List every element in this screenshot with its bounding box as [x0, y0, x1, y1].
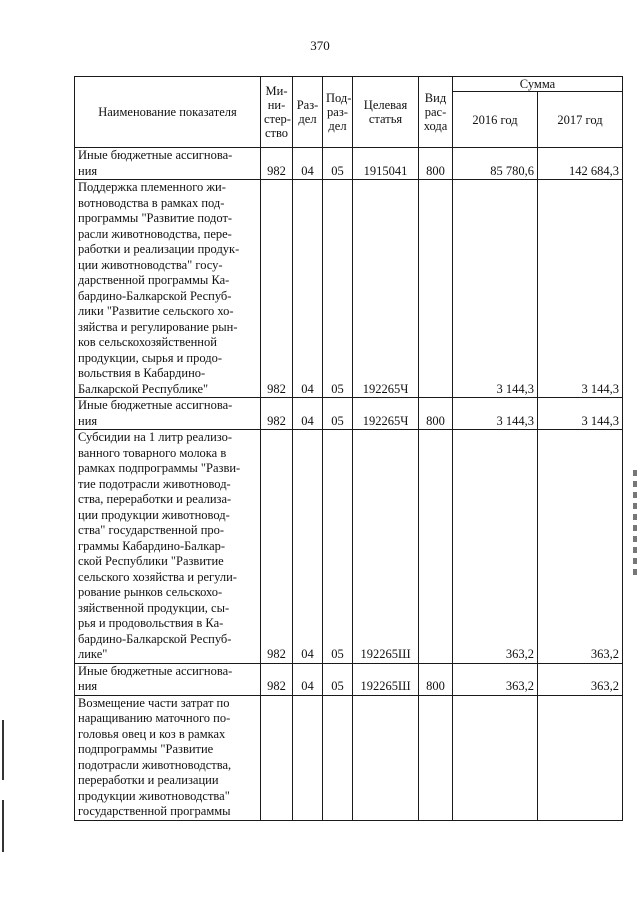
table-row [75, 180, 623, 398]
row-target: 192265Ч [353, 180, 419, 398]
row-expense-type: 800 [419, 148, 453, 180]
row-name: Поддержка племенного жи- вотноводства в рамках под- программы "Развитие подот- расли животноводства, пере- работки и реализации продук- ции животноводства" госу- дарственной программы Ка- бардино-Балкарской Респуб- лики "Развитие сельского хо- зяйства и регулирование рын- ков сельскохозяйственной продукции, сырья и продо- вольствия в Кабардино- Балкарской Республике" [75, 180, 261, 398]
header-expense-type: Вид рас- хода [419, 77, 453, 148]
budget-table [74, 76, 623, 821]
row-ministry: 982 [261, 430, 293, 664]
row-subsection: 05 [323, 148, 353, 180]
row-section: 04 [293, 663, 323, 695]
row-expense-type [419, 180, 453, 398]
scan-edge-mark [2, 800, 4, 852]
table-header [75, 77, 623, 148]
row-sum-2016: 363,2 [453, 430, 538, 664]
header-ministry: Ми- ни- стер- ство [261, 77, 293, 148]
header-subsection: Под- раз- дел [323, 77, 353, 148]
row-sum-2017: 142 684,3 [538, 148, 623, 180]
row-sum-2016: 85 780,6 [453, 148, 538, 180]
row-section: 04 [293, 430, 323, 664]
row-target: 1915041 [353, 148, 419, 180]
table-row [75, 148, 623, 180]
row-sum-2016: 3 144,3 [453, 180, 538, 398]
row-subsection: 05 [323, 430, 353, 664]
row-ministry: 982 [261, 663, 293, 695]
row-subsection: 05 [323, 398, 353, 430]
table-row [75, 663, 623, 695]
row-name: Иные бюджетные ассигнова- ния [75, 663, 261, 695]
row-sum-2017: 363,2 [538, 663, 623, 695]
header-target: Целевая статья [353, 77, 419, 148]
header-name: Наименование показателя [75, 77, 261, 148]
row-section: 04 [293, 148, 323, 180]
row-subsection: 05 [323, 180, 353, 398]
row-sum-2016 [453, 695, 538, 820]
row-section [293, 695, 323, 820]
row-sum-2017: 3 144,3 [538, 180, 623, 398]
row-sum-2017: 363,2 [538, 430, 623, 664]
row-sum-2016: 363,2 [453, 663, 538, 695]
scan-edge-mark [2, 720, 4, 780]
row-target: 192265Ш [353, 430, 419, 664]
row-target [353, 695, 419, 820]
row-expense-type: 800 [419, 663, 453, 695]
row-ministry: 982 [261, 148, 293, 180]
row-sum-2017: 3 144,3 [538, 398, 623, 430]
row-target: 192265Ч [353, 398, 419, 430]
row-name: Возмещение части затрат по наращиванию маточного по- головья овец и коз в рамках подпрограммы "Развитие подотрасли животноводства, переработки и реализации продукции животноводства" государственной программы [75, 695, 261, 820]
row-expense-type [419, 430, 453, 664]
row-sum-2016: 3 144,3 [453, 398, 538, 430]
row-section: 04 [293, 180, 323, 398]
row-section: 04 [293, 398, 323, 430]
row-sum-2017 [538, 695, 623, 820]
row-subsection [323, 695, 353, 820]
row-ministry [261, 695, 293, 820]
row-subsection: 05 [323, 663, 353, 695]
table-row [75, 430, 623, 664]
row-name: Субсидии на 1 литр реализо- ванного товарного молока в рамках подпрограммы "Разви- тие подотрасли животновод- ства, переработки и реализа- ции продукции животновод- ства" государственной про- граммы Кабардино-Балкар- ской Республики "Развитие сельского хозяйства и регули- рование рынков сельскохо- зяйственной продукции, сы- рья и продовольствия в Ка- бардино-Балкарской Респуб- лике" [75, 430, 261, 664]
header-sum: Сумма [453, 77, 623, 92]
header-section: Раз- дел [293, 77, 323, 148]
header-year-2016: 2016 год [453, 92, 538, 148]
row-expense-type: 800 [419, 398, 453, 430]
scan-margin-mark [633, 470, 637, 575]
row-name: Иные бюджетные ассигнова- ния [75, 148, 261, 180]
row-expense-type [419, 695, 453, 820]
row-name: Иные бюджетные ассигнова- ния [75, 398, 261, 430]
table-row [75, 398, 623, 430]
row-target: 192265Ш [353, 663, 419, 695]
header-year-2017: 2017 год [538, 92, 623, 148]
table-row [75, 695, 623, 820]
row-ministry: 982 [261, 180, 293, 398]
page-number: 370 [310, 38, 330, 53]
row-ministry: 982 [261, 398, 293, 430]
